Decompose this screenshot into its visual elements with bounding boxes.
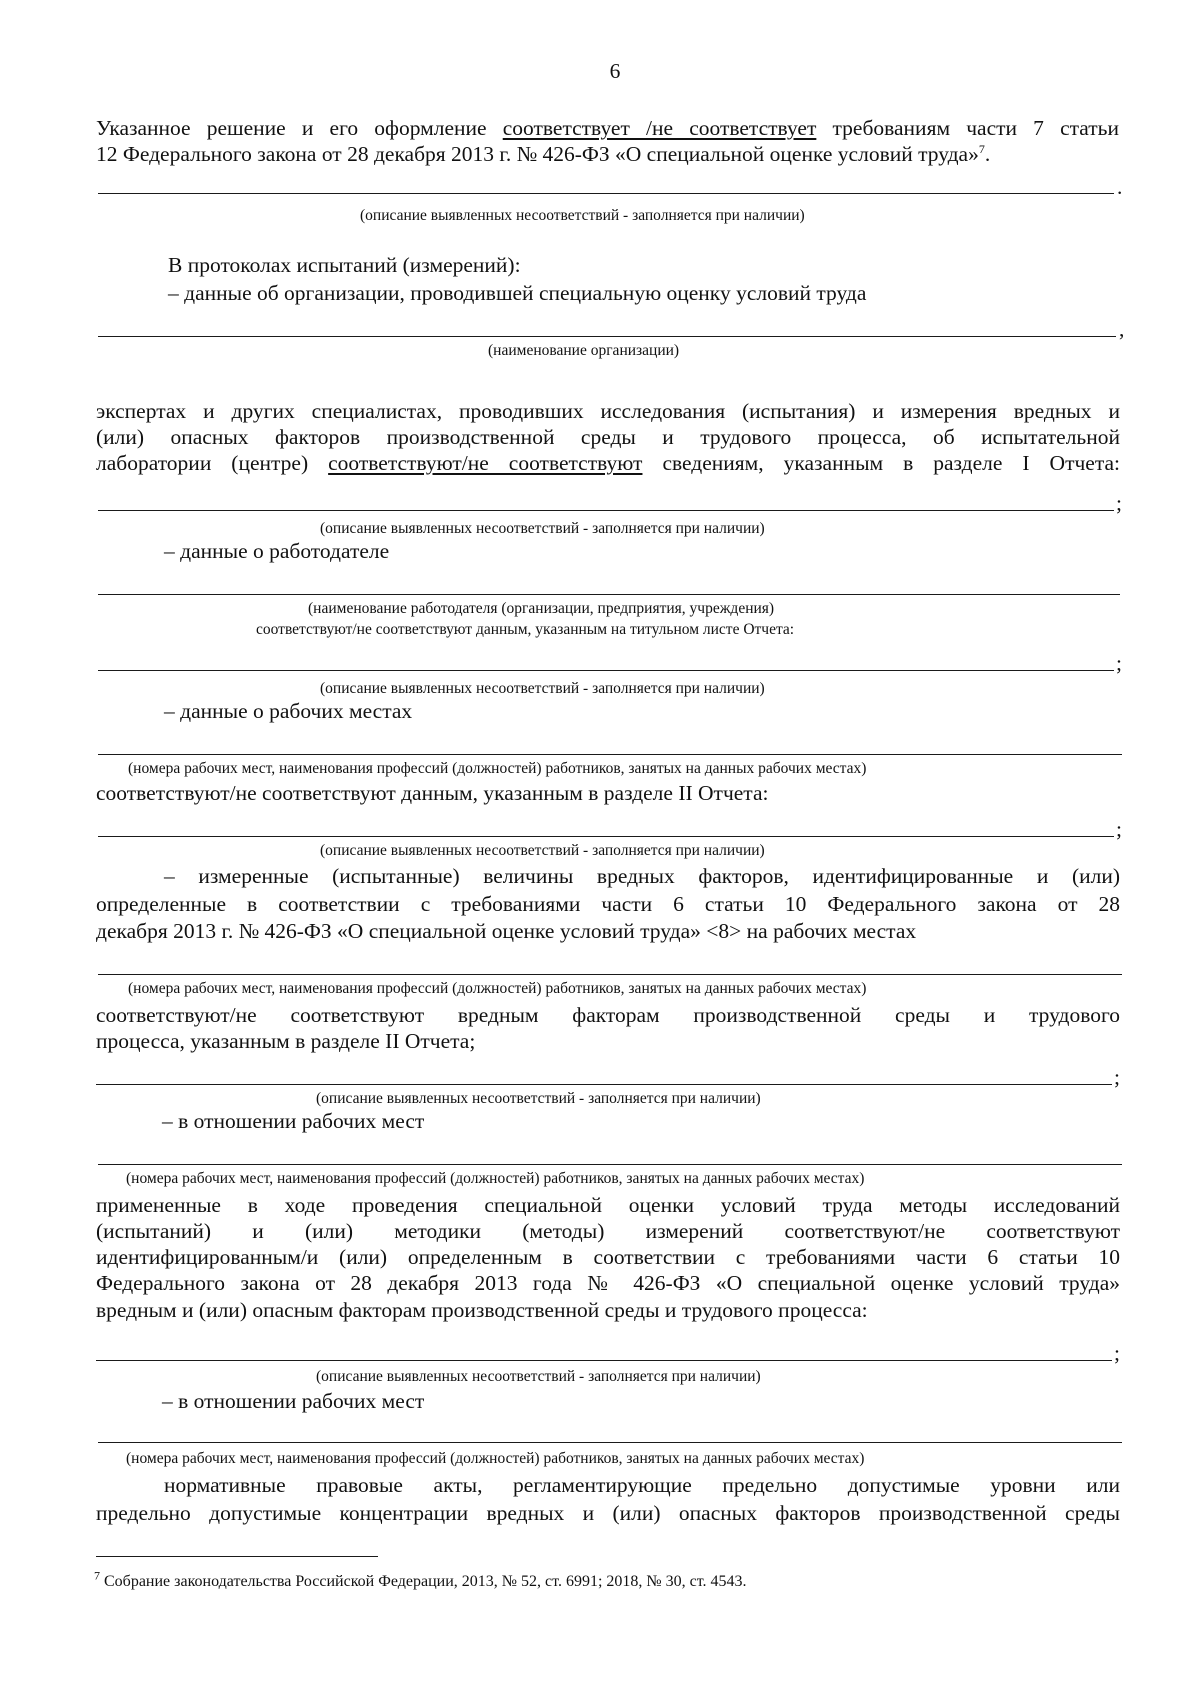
experts-line-1: экспертах и других специалистах, проводивших исследования (испытания) и измерения вредных и [96, 399, 1120, 423]
workplaces-label: – данные о рабочих местах [164, 699, 413, 723]
footnote-text: Собрание законодательства Российской Федерации, 2013, № 52, ст. 6991; 2018, № 30, ст. 4543. [100, 1573, 747, 1590]
employer-label: – данные о работодателе [164, 539, 390, 563]
factors-conformity-1: соответствуют/не соответствуют вредным факторам производственной среды и трудового [96, 1003, 1120, 1027]
fill-line [98, 336, 1116, 337]
org-data-label: – данные об организации, проводившей специальную оценку условий труда [168, 281, 867, 305]
normative-line-2: предельно допустимые концентрации вредных и (или) опасных факторов производственной среды [96, 1501, 1120, 1525]
page-number: 6 [609, 59, 621, 83]
workplaces-caption: (номера рабочих мест, наименования профессий (должностей) работников, занятых на данных рабочих местах) [126, 1450, 865, 1467]
workplaces-conformity: соответствуют/не соответствуют данным, указанным в разделе II Отчета: [96, 781, 769, 805]
workplaces-caption: (номера рабочих мест, наименования профессий (должностей) работников, занятых на данных рабочих местах) [128, 760, 867, 777]
footnote-ref: 7 [978, 141, 985, 156]
decision-text-c: 12 Федерального закона от 28 декабря 2013 г. № 426-ФЗ «О специальной оценке условий труда» [96, 142, 979, 166]
relation-label: – в отношении рабочих мест [162, 1109, 425, 1133]
line-punct: . [1117, 175, 1123, 199]
fill-line [98, 974, 1122, 975]
experts-line-2: (или) опасных факторов производственной среды и трудового процесса, об испытательной [96, 425, 1120, 449]
experts-line-3 [96, 450, 1120, 476]
employer-conformity: соответствуют/не соответствуют данным, указанным на титульном листе Отчета: [256, 621, 795, 638]
fill-line [98, 193, 1114, 194]
conformity-choice: соответствуют/не соответствуют [328, 451, 643, 475]
decision-text-b: требованиям части 7 статьи [816, 116, 1119, 140]
fill-line [98, 836, 1114, 837]
methods-line-2: (испытаний) и (или) методики (методы) измерений соответствуют/не соответствуют [96, 1219, 1120, 1243]
fill-line [98, 510, 1114, 511]
organization-caption: (наименование организации) [488, 342, 680, 359]
factors-line-1: – измеренные (испытанные) величины вредных факторов, идентифицированные и (или) [164, 864, 1120, 888]
nonconformity-caption: (описание выявленных несоответствий - заполняется при наличии) [316, 1368, 761, 1385]
protocols-heading: В протоколах испытаний (измерений): [168, 253, 521, 277]
decision-line-2 [96, 141, 990, 167]
decision-line-1 [96, 115, 1119, 141]
footnote-separator [96, 1556, 378, 1557]
workplaces-caption: (номера рабочих мест, наименования профессий (должностей) работников, занятых на данных рабочих местах) [126, 1170, 865, 1187]
fill-line [96, 1360, 1112, 1361]
relation-label: – в отношении рабочих мест [162, 1389, 425, 1413]
workplaces-caption: (номера рабочих мест, наименования профессий (должностей) работников, занятых на данных рабочих местах) [128, 980, 867, 997]
line-punct: ; [1116, 651, 1122, 675]
nonconformity-caption: (описание выявленных несоответствий - заполняется при наличии) [360, 207, 805, 224]
fill-line [98, 1164, 1122, 1165]
factors-conformity-2: процесса, указанным в разделе II Отчета; [96, 1029, 476, 1053]
line-punct: ; [1116, 817, 1122, 841]
fill-line [98, 754, 1122, 755]
employer-caption: (наименование работодателя (организации, предприятия, учреждения) [308, 600, 775, 617]
footnote [94, 1568, 747, 1592]
methods-line-1: примененные в ходе проведения специальной оценки условий труда методы исследований [96, 1193, 1120, 1217]
nonconformity-caption: (описание выявленных несоответствий - заполняется при наличии) [320, 680, 765, 697]
factors-line-2: определенные в соответствии с требованиями части 6 статьи 10 Федерального закона от 28 [96, 892, 1120, 916]
decision-end: . [984, 142, 991, 166]
methods-line-3: идентифицированным/и (или) определенным в соответствии с требованиями части 6 статьи 10 [96, 1245, 1120, 1269]
line-punct: ; [1114, 1341, 1120, 1365]
footnote-mark: 7 [94, 1568, 100, 1583]
fill-line [98, 594, 1120, 595]
fill-line [98, 1442, 1122, 1443]
normative-line-1: нормативные правовые акты, регламентирующие предельно допустимые уровни или [164, 1473, 1120, 1497]
line-punct: ; [1116, 491, 1122, 515]
nonconformity-caption: (описание выявленных несоответствий - заполняется при наличии) [320, 842, 765, 859]
line-punct: , [1119, 317, 1125, 341]
conformity-choice: соответствует /не соответствует [502, 116, 817, 140]
decision-text-a: Указанное решение и его оформление [96, 116, 503, 140]
experts-text-a: лаборатории (центре) [96, 451, 329, 475]
methods-line-4: Федерального закона от 28 декабря 2013 года № 426-ФЗ «О специальной оценке условий труда» [96, 1271, 1120, 1295]
experts-text-b: сведениям, указанным в разделе I Отчета: [642, 451, 1120, 475]
fill-line [96, 1084, 1112, 1085]
nonconformity-caption: (описание выявленных несоответствий - заполняется при наличии) [320, 520, 765, 537]
fill-line [98, 670, 1114, 671]
factors-line-3: декабря 2013 г. № 426-ФЗ «О специальной оценке условий труда» <8> на рабочих местах [96, 919, 917, 943]
line-punct: ; [1114, 1065, 1120, 1089]
methods-line-5: вредным и (или) опасным факторам производственной среды и трудового процесса: [96, 1298, 868, 1322]
nonconformity-caption: (описание выявленных несоответствий - заполняется при наличии) [316, 1090, 761, 1107]
